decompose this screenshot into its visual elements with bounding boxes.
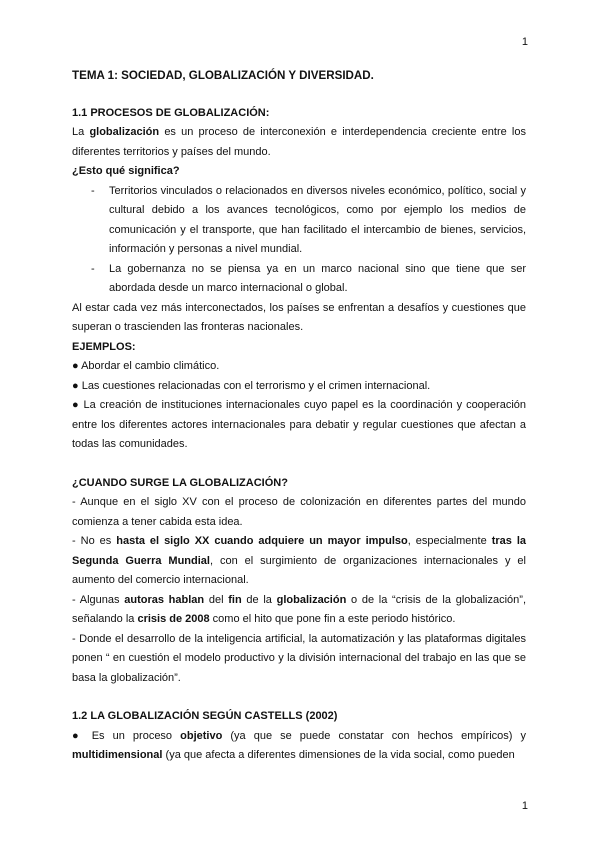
example-item: ● La creación de instituciones internacionales cuyo papel es la coordinación y cooperación entre los diferentes actores internacionales para debatir y regular cuestiones que afectan a todas las comunidades. — [72, 399, 526, 450]
paragraph-castells: ● Es un proceso objetivo (ya que se puede constatar con hechos empíricos) y multidimensional (ya que afecta a diferentes dimensiones de la vida social, como pueden — [72, 729, 527, 761]
section-heading-cuando: ¿CUANDO SURGE LA GLOBALIZACIÓN? — [72, 476, 288, 489]
page-number-top: 1 — [521, 36, 528, 48]
section-heading-castells: 1.2 LA GLOBALIZACIÓN SEGÚN CASTELLS (2002) — [72, 710, 338, 722]
interconnection-paragraph: Al estar cada vez más interconectados, los países se enfrentan a desafíos y cuestiones que superan o trascienden las fronteras nacionales. — [72, 301, 526, 333]
page-number-bottom: 1 — [521, 800, 528, 812]
section-heading-procesos: 1.1 PROCESOS DE GLOBALIZACIÓN: — [72, 106, 270, 119]
question-heading: ¿Esto qué significa? — [72, 165, 180, 177]
examples-heading: EJEMPLOS: — [72, 340, 136, 353]
dash-list-item: - La gobernanza no se piensa ya en un marco nacional sino que tiene que ser abordada desde un marco internacional o global. — [91, 262, 526, 294]
dash-list-item: - Territorios vinculados o relacionados en diversos niveles económico, político, social y cultural debido a los avances tecnológicos, como por ejemplo los medios de comunicación y el transporte, que han facilitado el intercambio de bienes, servicios, información y personas a nivel mundial. — [91, 184, 526, 255]
document-body — [72, 66, 526, 766]
paragraph-siglo-xx: - No es hasta el siglo XX cuando adquiere un mayor impulso, especialmente tras la Segunda Guerra Mundial, con el surgimiento de organizaciones internacionales y el aumento del comercio internacional. — [72, 535, 527, 586]
paragraph-ia: - Donde el desarrollo de la inteligencia artificial, la automatización y las plataformas digitales ponen “ en cuestión el modelo productivo y la división internacional del trabajo en las que se basa la globalización”. — [72, 632, 526, 684]
example-item: ● Las cuestiones relacionadas con el terrorismo y el crimen internacional. — [72, 379, 431, 392]
paragraph-crisis: - Algunas autoras hablan del fin de la globalización o de la “crisis de la globalización”, señalando la crisis de 2008 como el hito que pone fin a este periodo histórico. — [72, 593, 527, 625]
paragraph-siglo-xv: - Aunque en el siglo XV con el proceso de colonización en diferentes partes del mundo comienza a tener cabida esta idea. — [72, 496, 526, 528]
intro-paragraph: La globalización es un proceso de interconexión e interdependencia creciente entre los diferentes territorios y países del mundo. — [72, 126, 526, 158]
example-item: ● Abordar el cambio climático. — [72, 360, 220, 372]
document-title: TEMA 1: SOCIEDAD, GLOBALIZACIÓN Y DIVERSIDAD. — [72, 69, 374, 82]
